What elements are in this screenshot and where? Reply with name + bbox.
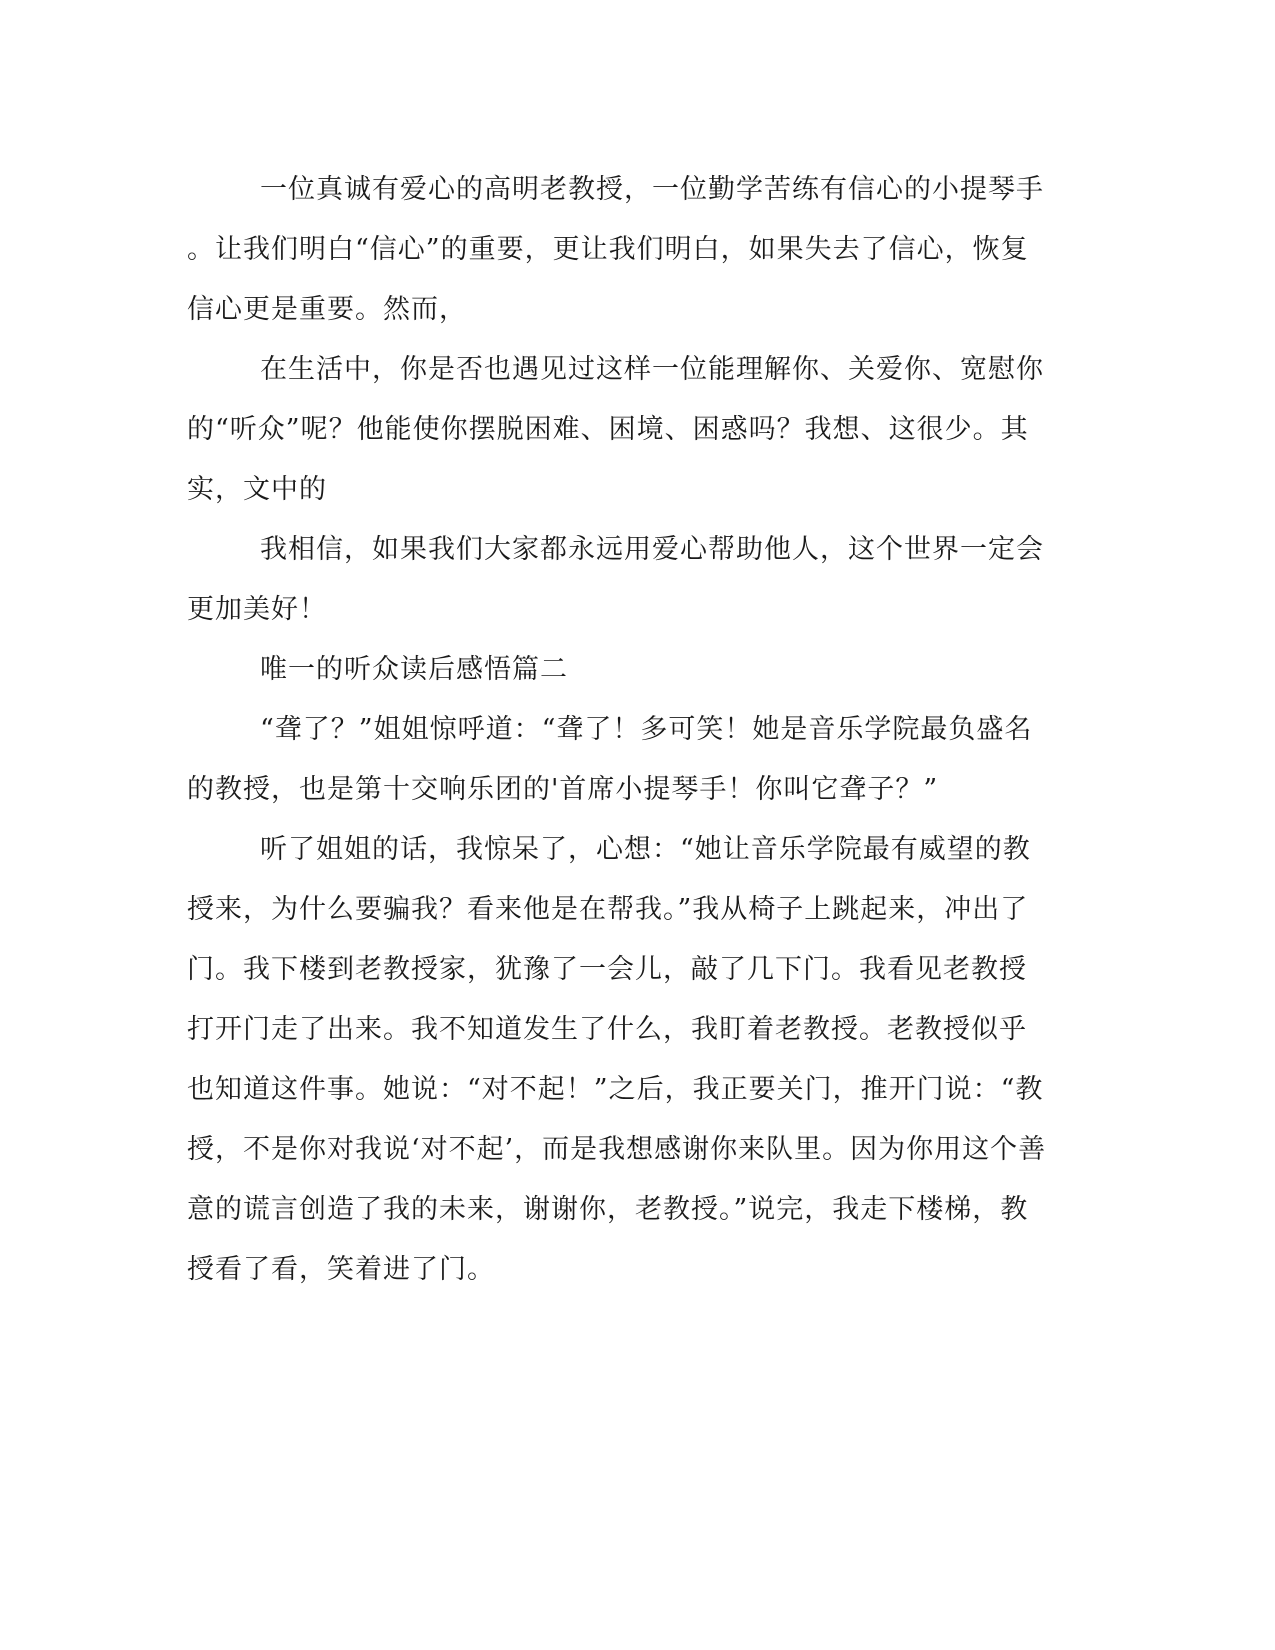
- paragraph-2: [187, 340, 1077, 520]
- text-line: 的“听众”呢？他能使你摆脱困难、困境、困惑吗？我想、这很少。其: [187, 414, 1029, 445]
- text-line: 也知道这件事。她说：“对不起！”之后，我正要关门，推开门说：“教: [187, 1074, 1044, 1105]
- paragraph-5: [187, 700, 1077, 820]
- paragraph-1: [187, 160, 1077, 340]
- text-line: 听了姐姐的话，我惊呆了，心想：“她让音乐学院最有威望的教: [260, 834, 1031, 865]
- text-line: 我相信，如果我们大家都永远用爱心帮助他人，这个世界一定会: [260, 534, 1044, 565]
- text-line: 更加美好！: [187, 594, 327, 625]
- text-line: “聋了？”姐姐惊呼道：“聋了！多可笑！她是音乐学院最负盛名: [260, 714, 1033, 745]
- text-line: 。让我们明白“信心”的重要，更让我们明白，如果失去了信心，恢复: [187, 234, 1029, 265]
- text-line: 的教授，也是第十交响乐团的'首席小提琴手！你叫它聋子？”: [187, 774, 939, 805]
- text-line: 在生活中，你是否也遇见过这样一位能理解你、关爱你、宽慰你: [260, 354, 1044, 385]
- paragraph-3: [187, 520, 1077, 640]
- text-line: 打开门走了出来。我不知道发生了什么，我盯着老教授。老教授似乎: [187, 1014, 1027, 1045]
- text-line: 授，不是你对我说‘对不起’，而是我想感谢你来队里。因为你用这个善: [187, 1134, 1047, 1165]
- section-heading: [187, 640, 1077, 700]
- text-line: 授看了看，笑着进了门。: [187, 1254, 495, 1285]
- text-line: 授来，为什么要骗我？看来他是在帮我。”我从椅子上跳起来，冲出了: [187, 894, 1029, 925]
- heading-line: 唯一的听众读后感悟篇二: [260, 654, 568, 685]
- text-line: 门。我下楼到老教授家，犹豫了一会儿，敲了几下门。我看见老教授: [187, 954, 1027, 985]
- text-line: 信心更是重要。然而，: [187, 294, 467, 325]
- text-line: 实，文中的: [187, 474, 327, 505]
- text-line: 意的谎言创造了我的未来，谢谢你，老教授。”说完，我走下楼梯，教: [187, 1194, 1029, 1225]
- paragraph-6: [187, 820, 1077, 1300]
- document-body: [187, 160, 1077, 1300]
- text-line: 一位真诚有爱心的高明老教授，一位勤学苦练有信心的小提琴手: [260, 174, 1044, 205]
